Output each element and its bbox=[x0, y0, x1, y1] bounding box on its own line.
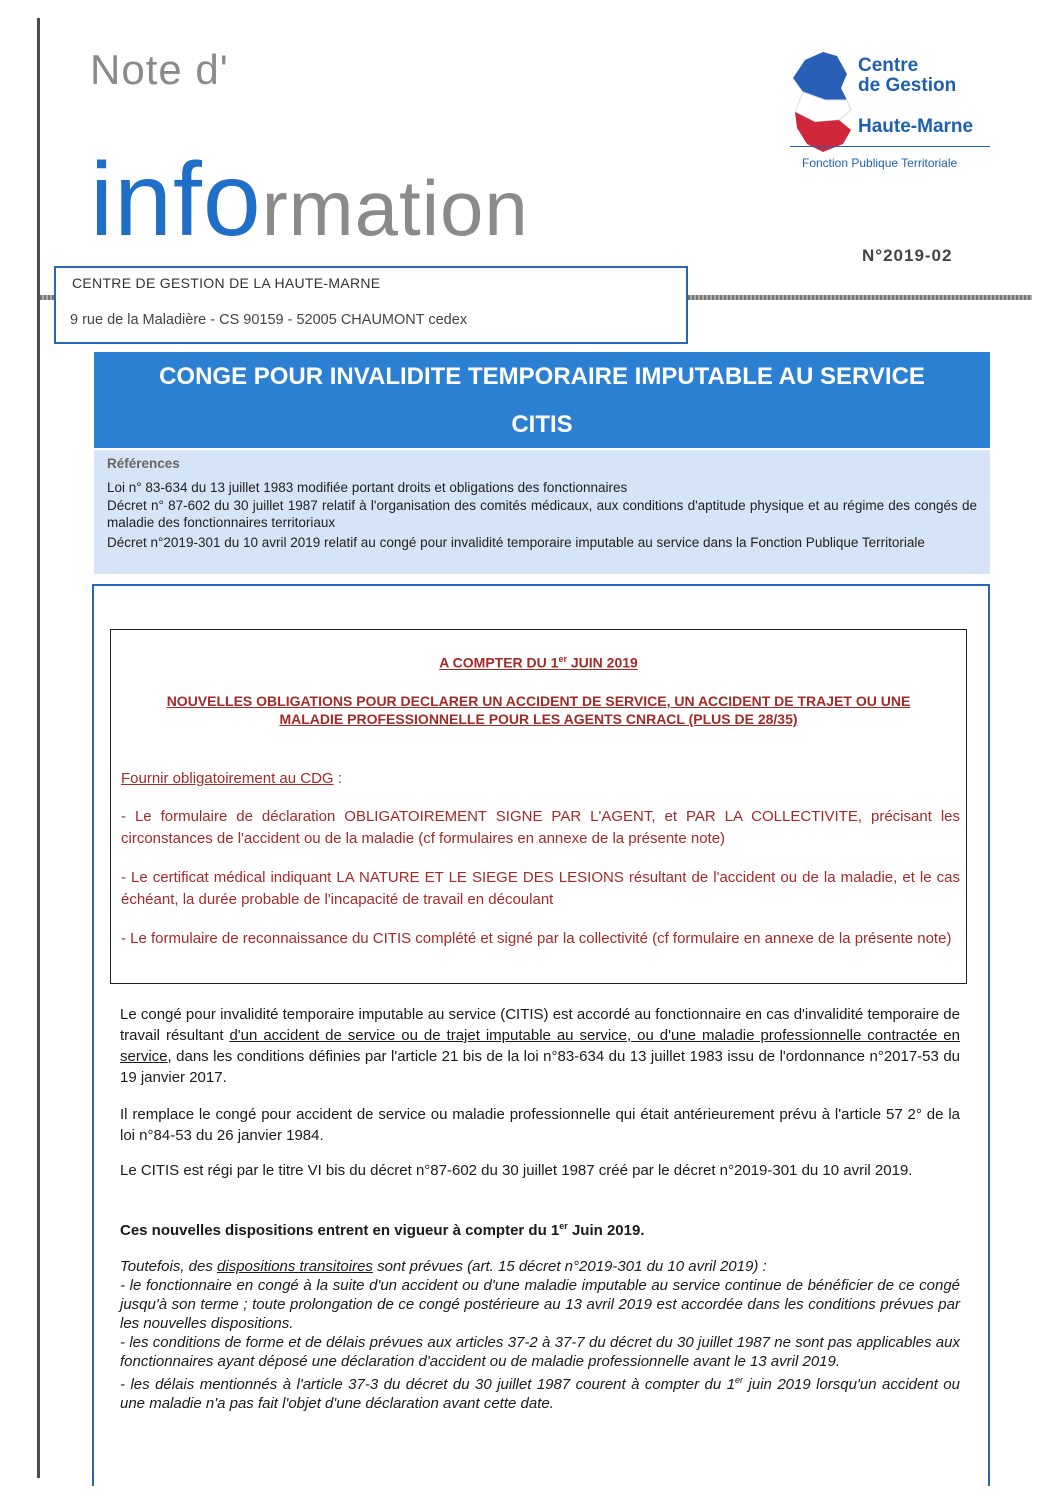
reference-item: Loi n° 83-634 du 13 juillet 1983 modifiée portant droits et obligations des fonctionnaires bbox=[107, 480, 628, 495]
page-title: CONGE POUR INVALIDITE TEMPORAIRE IMPUTABLE AU SERVICE bbox=[159, 363, 925, 390]
masthead-word-big: info bbox=[90, 142, 262, 258]
notice-item-1: - Le formulaire de déclaration OBLIGATOIREMENT SIGNE PAR L'AGENT, et PAR LA COLLECTIVITE, précisant les circonstances de l'accident ou de la maladie (cf formulaires en annexe de la présente note) bbox=[121, 808, 961, 847]
notice-intro: Fournir obligatoirement au CDG : bbox=[121, 770, 342, 787]
reference-item: Décret n°2019-301 du 10 avril 2019 relatif au congé pour invalidité temporaire imputable au service dans la Fonction Publique Territoriale bbox=[107, 535, 925, 550]
references-block bbox=[94, 450, 990, 574]
transitional-item-1: - le fonctionnaire en congé à la suite d'un accident ou d'une maladie imputable au service continue de bénéficier de ce congé jusqu'à son terme ; toute prolongation de ce congé postérieure au 13 avril 2019 est accordée dans les conditions prévues par les nouvelles dispositions. bbox=[120, 1277, 960, 1332]
title-banner bbox=[94, 352, 990, 448]
notice-box bbox=[110, 629, 967, 984]
transitional-item-2: - les conditions de forme et de délais prévues aux articles 37-2 à 37-7 du décret du 30 juillet 1987 ne sont pas applicables aux fonctionnaires ayant déposé une déclaration d'accident ou de maladie professionnelle avant le 13 avril 2019. bbox=[120, 1334, 960, 1370]
address-org: CENTRE DE GESTION DE LA HAUTE-MARNE bbox=[72, 275, 381, 291]
logo-text-line-1: Centre bbox=[858, 55, 919, 76]
body-paragraph-4: Ces nouvelles dispositions entrent en vigueur à compter du 1er Juin 2019. bbox=[120, 1221, 645, 1239]
references-heading: Références bbox=[107, 456, 180, 471]
address-street: 9 rue de la Maladière - CS 90159 - 52005 CHAUMONT cedex bbox=[70, 312, 468, 328]
page-title-acronym: CITIS bbox=[511, 411, 573, 438]
logo-text-line-2: de Gestion bbox=[858, 75, 957, 96]
reference-item: Décret n° 87-602 du 30 juillet 1987 relatif à l'organisation des comités médicaux, aux conditions d'aptitude physique et au régime des congés de maladie des fonctionnaires territoriaux bbox=[107, 498, 977, 530]
body-paragraph-2: Il remplace le congé pour accident de service ou maladie professionnelle qui était antérieurement prévu à l'article 57 2° de la loi n°84-53 du 26 janvier 1984. bbox=[120, 1106, 960, 1144]
notice-item-3: - Le formulaire de reconnaissance du CITIS complété et signé par la collectivité (cf formulaire en annexe de la présente note) bbox=[121, 930, 952, 947]
notice-item-2: - Le certificat médical indiquant LA NATURE ET LE SIEGE DES LESIONS résultant de l'accident ou de la maladie, et le cas échéant, la durée probable de l'incapacité de travail en découlant bbox=[121, 869, 961, 908]
transitional-intro: Toutefois, des dispositions transitoires sont prévues (art. 15 décret n°2019-301 du 10 avril 2019) : bbox=[120, 1258, 767, 1275]
logo-subtitle: Fonction Publique Territoriale bbox=[802, 156, 958, 170]
body-paragraph-3: Le CITIS est régi par le titre VI bis du décret n°87-602 du 30 juillet 1987 créé par le décret n°2019-301 du 10 avril 2019. bbox=[120, 1162, 913, 1179]
transitional-provisions bbox=[120, 1257, 960, 1413]
body-paragraph-1: Le congé pour invalidité temporaire imputable au service (CITIS) est accordé au fonctionnaire en cas d'invalidité temporaire de travail résultant d'un accident de service ou de trajet imputable au service, ou d'une maladie professionnelle contractée en service, dans les conditions définies par l'article 21 bis de la loi n°83-634 du 13 juillet 1983 issu de l'ordonnance n°2017-53 du 19 janvier 2017. bbox=[120, 1006, 960, 1086]
masthead-word-small: rmation bbox=[261, 164, 529, 252]
note-number: N°2019-02 bbox=[862, 246, 953, 265]
note-prefix: Note d' bbox=[90, 46, 229, 93]
notice-subtitle: NOUVELLES OBLIGATIONS POUR DECLARER UN ACCIDENT DE SERVICE, UN ACCIDENT DE TRAJET OU UNE MALADIE PROFESSIONNELLE POUR LES AGENTS CNRACL (PLUS DE 28/35) bbox=[166, 693, 911, 727]
address-block bbox=[54, 266, 688, 344]
logo-text-line-3: Haute-Marne bbox=[858, 116, 974, 137]
masthead-word bbox=[90, 142, 529, 258]
notice-title: A COMPTER DU 1er JUIN 2019 bbox=[439, 654, 638, 671]
logo-divider bbox=[790, 146, 990, 147]
margin-rule bbox=[37, 18, 40, 1478]
transitional-item-3: - les délais mentionnés à l'article 37-3 du décret du 30 juillet 1987 courent à compter du 1er juin 2019 lorsqu'un accident ou une maladie n'a pas fait l'objet d'une déclaration avant cette date. bbox=[120, 1375, 960, 1412]
